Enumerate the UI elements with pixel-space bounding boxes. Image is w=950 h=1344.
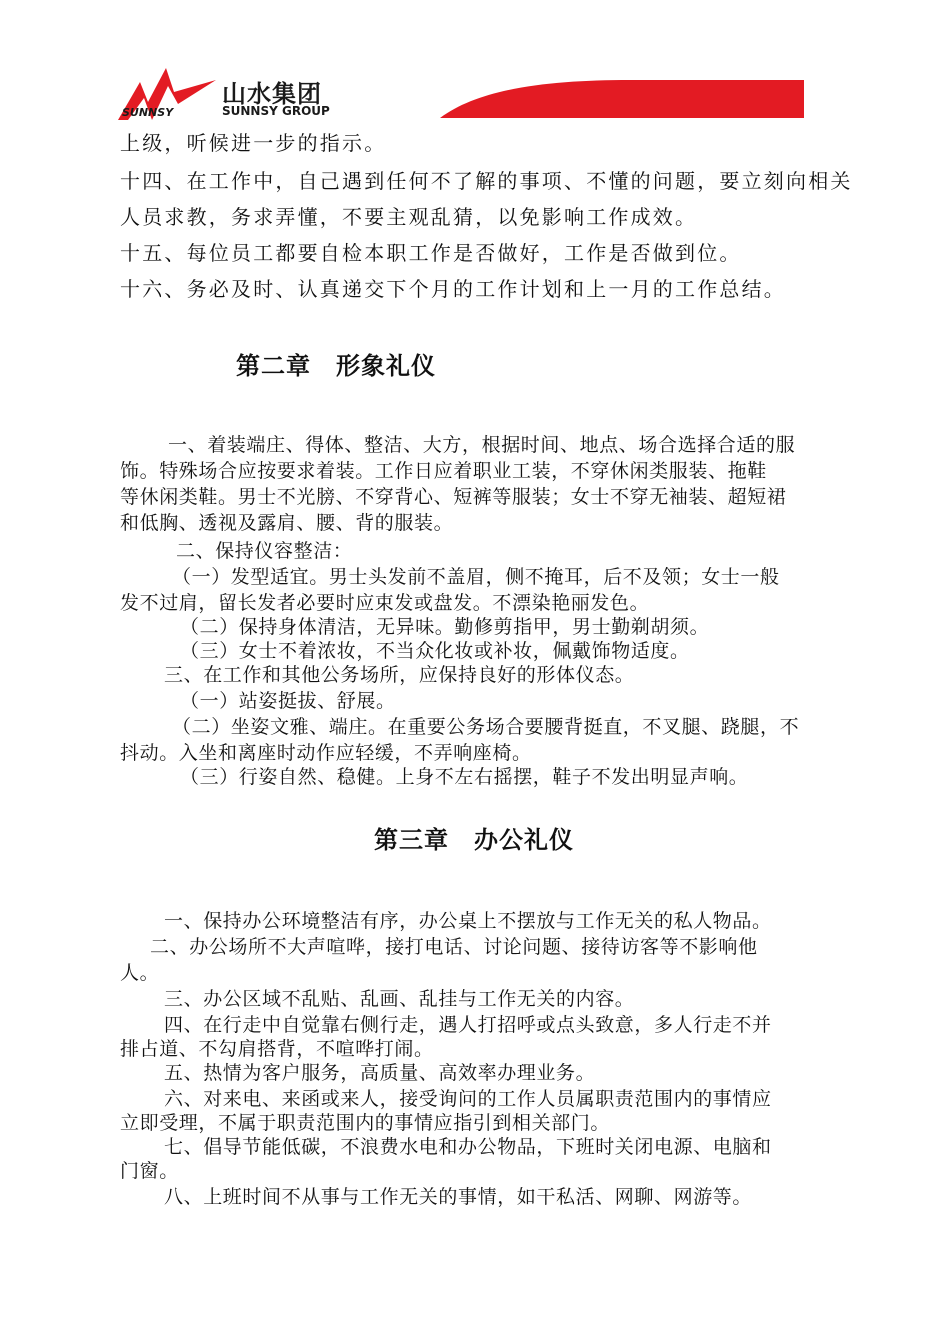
text-line: 立即受理，不属于职责范围内的事情应指引到相关部门。	[120, 1112, 611, 1134]
text-line: 人。	[120, 962, 160, 984]
text-line: 一、着装端庄、得体、整洁、大方，根据时间、地点、场合选择合适的服	[168, 434, 796, 456]
text-line: 门窗。	[120, 1160, 179, 1182]
text-line: 人员求教，务求弄懂，不要主观乱猜，以免影响工作成效。	[120, 205, 698, 229]
chapter-heading: 第三章 办公礼仪	[374, 826, 574, 854]
text-line: 十五、每位员工都要自检本职工作是否做好，工作是否做到位。	[120, 241, 742, 265]
text-line: （三）行姿自然、稳健。上身不左右摇摆，鞋子不发出明显声响。	[180, 766, 749, 788]
text-line: 十四、在工作中，自己遇到任何不了解的事项、不懂的问题，要立刻向相关	[120, 169, 853, 193]
text-line: 五、热情为客户服务，高质量、高效率办理业务。	[164, 1062, 596, 1084]
brand-name-en: SUNNSY GROUP	[222, 104, 330, 118]
logo-mark-text: SUNNSY	[122, 106, 174, 119]
text-line: （三）女士不着浓妆，不当众化妆或补妆，佩戴饰物适度。	[180, 640, 690, 662]
header-banner-shape	[440, 80, 804, 118]
brand-name-cn: 山水集团	[222, 80, 322, 108]
text-line: 十六、务必及时、认真递交下个月的工作计划和上一月的工作总结。	[120, 277, 786, 301]
text-line: 三、办公区域不乱贴、乱画、乱挂与工作无关的内容。	[164, 988, 635, 1010]
text-line: 六、对来电、来函或来人，接受询问的工作人员属职责范围内的事情应	[164, 1088, 772, 1110]
text-line: 上级，听候进一步的指示。	[120, 131, 387, 155]
text-line: （一）发型适宜。男士头发前不盖眉，侧不掩耳，后不及领；女士一般	[172, 566, 780, 588]
text-line: 二、保持仪容整洁：	[176, 540, 353, 562]
text-line: 等休闲类鞋。男士不光膀、不穿背心、短裤等服装；女士不穿无袖装、超短裙	[120, 486, 787, 508]
text-line: 一、保持办公环境整洁有序，办公桌上不摆放与工作无关的私人物品。	[164, 910, 772, 932]
text-line: 排占道、不勾肩搭背，不喧哗打闹。	[120, 1038, 434, 1060]
text-line: 饰。特殊场合应按要求着装。工作日应着职业工装，不穿休闲类服装、拖鞋	[120, 460, 767, 482]
text-line: 二、办公场所不大声喧哗，接打电话、讨论问题、接待访客等不影响他	[150, 936, 758, 958]
text-line: （一）站姿挺拔、舒展。	[180, 690, 396, 712]
page-header	[0, 0, 950, 130]
text-line: 和低胸、透视及露肩、腰、背的服装。	[120, 512, 454, 534]
text-line: 七、倡导节能低碳，不浪费水电和办公物品，下班时关闭电源、电脑和	[164, 1136, 772, 1158]
text-line: （二）保持身体清洁，无异味。勤修剪指甲，男士勤剃胡须。	[180, 616, 710, 638]
text-line: 三、在工作和其他公务场所，应保持良好的形体仪态。	[164, 664, 635, 686]
chapter-heading: 第二章 形象礼仪	[236, 352, 436, 380]
text-line: 抖动。入坐和离座时动作应轻缓，不弄响座椅。	[120, 742, 532, 764]
text-line: 发不过肩，留长发者必要时应束发或盘发。不漂染艳丽发色。	[120, 592, 650, 614]
text-line: 四、在行走中自觉靠右侧行走，遇人打招呼或点头致意，多人行走不并	[164, 1014, 772, 1036]
text-line: 八、上班时间不从事与工作无关的事情，如干私活、网聊、网游等。	[164, 1186, 753, 1208]
text-line: （二）坐姿文雅、端庄。在重要公务场合要腰背挺直，不叉腿、跷腿，不	[172, 716, 800, 738]
